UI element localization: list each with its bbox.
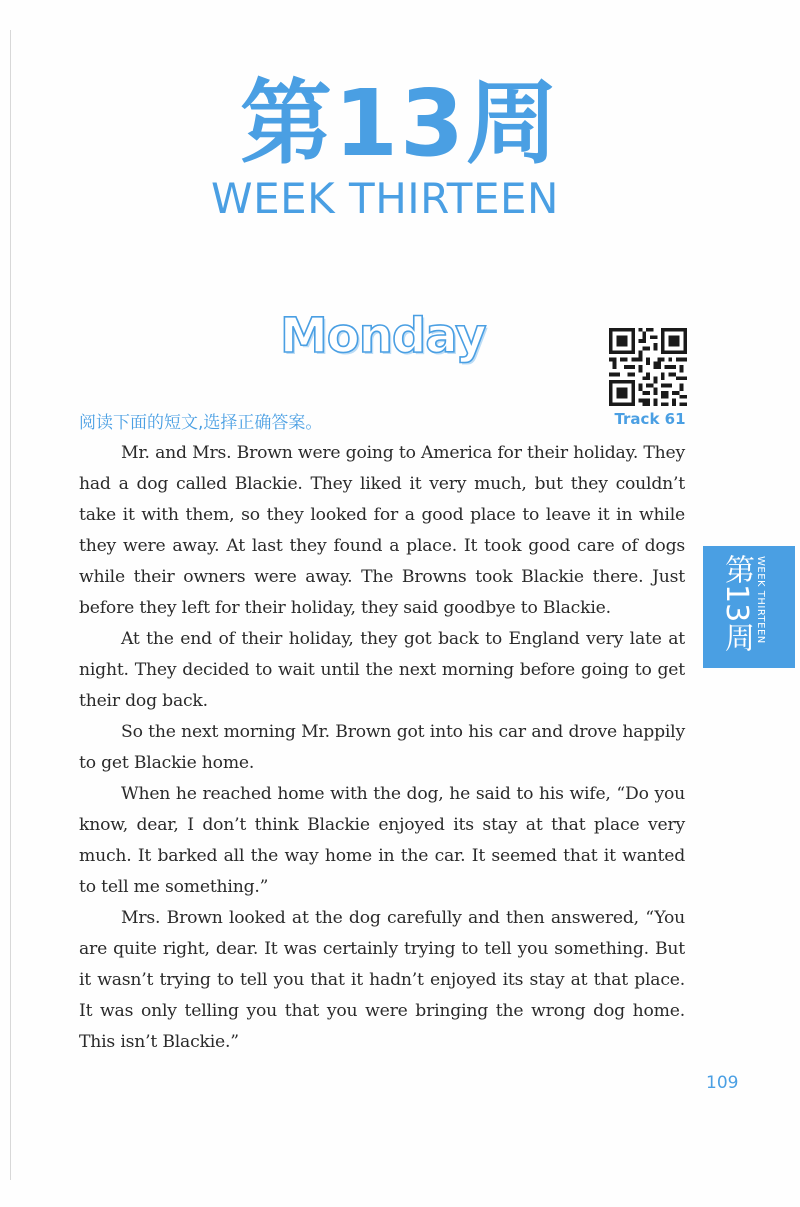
page-number: 109 (706, 1073, 739, 1093)
side-tab-week-english: WEEK THIRTEEN (755, 556, 766, 644)
qr-code-icon[interactable] (609, 328, 687, 406)
passage-paragraph: Mr. and Mrs. Brown were going to America for their holiday. They had a dog called Blackie. They liked it very much, but they couldn’t take it with them, so they looked for a good place to leave it in while they were away. At last they found a place. It took good care of dogs while their owners were away. The Browns took Blackie there. Just before they left for their holiday, they said goodbye to Blackie. (79, 443, 685, 618)
passage-paragraph: So the next morning Mr. Brown got into his car and drove happily to get Blackie home. (79, 722, 685, 773)
audio-track-label: Track 61 (614, 410, 686, 428)
passage-paragraph: When he reached home with the dog, he said to his wife, “Do you know, dear, I don’t think Blackie enjoyed its stay at that place very much. It barked all the way home in the car. It seemed that it wanted to tell me something.” (79, 784, 685, 897)
side-tab-week-chinese: 第13周 (719, 554, 754, 653)
week-side-tab (703, 546, 795, 668)
reading-passage (79, 438, 685, 1058)
passage-paragraph: At the end of their holiday, they got back to England very late at night. They decided to wait until the next morning before going to get their dog back. (79, 629, 685, 711)
week-title-english: WEEK THIRTEEN (211, 174, 559, 223)
week-title-chinese: 第13周 (239, 70, 561, 177)
exercise-instruction: 阅读下面的短文,选择正确答案。 (79, 413, 323, 433)
day-heading: Monday (280, 308, 486, 364)
passage-paragraph: Mrs. Brown looked at the dog carefully and then answered, “You are quite right, dear. It was certainly trying to tell you something. But it wasn’t trying to tell you that it hadn’t enjoyed its stay at that place. It was only telling you that you were bringing the wrong dog home. This isn’t Blackie.” (79, 908, 685, 1052)
